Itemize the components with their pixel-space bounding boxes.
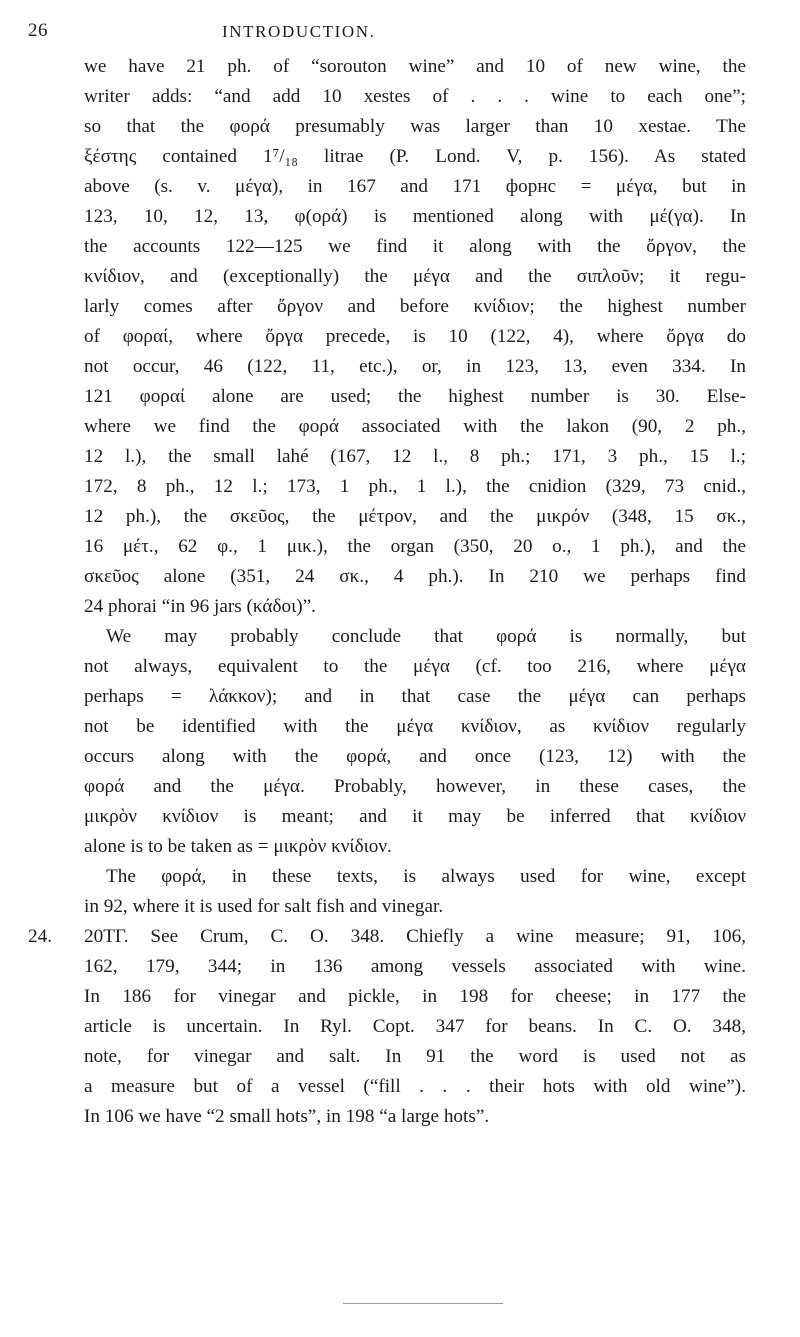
- text-line: σκεῦος alone (351, 24 σκ., 4 ph.). In 210 we perhaps find: [84, 566, 746, 587]
- text-line: 24. 20ΤΓ. See Crum, C. O. 348. Chiefly a wine measure; 91, 106,: [84, 922, 746, 952]
- body-text: [28, 52, 746, 1132]
- text-line: not occur, 46 (122, 11, etc.), or, in 123, 13, even 334. In: [84, 356, 746, 377]
- text-line: μικρὸν κνίδιον is meant; and it may be inferred that κνίδιον: [84, 806, 746, 827]
- text-line: larly comes after ὄργον and before κνίδιον; the highest number: [84, 296, 746, 317]
- text-line: above (s. v. μέγα), in 167 and 171 форнс = μέγα, but in: [84, 176, 746, 197]
- text-line: 12 ph.), the σκεῦος, the μέτρον, and the μικρόν (348, 15 σκ.,: [84, 506, 746, 527]
- text-line: φορά and the μέγα. Probably, however, in these cases, the: [84, 776, 746, 797]
- text-line: article is uncertain. In Ryl. Copt. 347 for beans. In C. O. 348,: [84, 1016, 746, 1037]
- text-line: a measure but of a vessel (“fill . . . their hots with old wine”).: [84, 1076, 746, 1097]
- text-line: The φορά, in these texts, is always used for wine, except: [106, 866, 746, 887]
- text-line: occurs along with the φορά, and once (123, 12) with the: [84, 746, 746, 767]
- running-head: INTRODUCTION.: [222, 22, 376, 41]
- text-line: the accounts 122—125 we find it along with the ὄργον, the: [84, 236, 746, 257]
- text-line: We may probably conclude that φορά is normally, but: [106, 626, 746, 647]
- text-line: we have 21 ph. of “sorouton wine” and 10 of new wine, the: [84, 56, 746, 77]
- text-line: perhaps = λάκκον); and in that case the μέγα can perhaps: [84, 686, 746, 707]
- text-line: 12 l.), the small lahé (167, 12 l., 8 ph.; 171, 3 ph., 15 l.;: [84, 446, 746, 467]
- text-line: ξέστης contained 1⁷/₁₈ litrae (P. Lond. V, p. 156). As stated: [84, 146, 746, 167]
- page-number: 26: [28, 20, 48, 41]
- text-line: In 186 for vinegar and pickle, in 198 for cheese; in 177 the: [84, 986, 746, 1007]
- section-number: 24.: [28, 926, 52, 947]
- text-line: 16 μέτ., 62 φ., 1 μικ.), the organ (350, 20 o., 1 ph.), and the: [84, 536, 746, 557]
- text-line: in 92, where it is used for salt fish and vinegar.: [84, 896, 444, 917]
- text-line: In 106 we have “2 small hots”, in 198 “a large hots”.: [84, 1106, 490, 1127]
- text-line: 121 φοραί alone are used; the highest number is 30. Else-: [84, 386, 746, 407]
- text-line: 24 phorai “in 96 jars (κάδοι)”.: [84, 596, 316, 617]
- text-line: where we find the φορά associated with the lakon (90, 2 ph.,: [84, 416, 746, 437]
- text-line: note, for vinegar and salt. In 91 the word is used not as: [84, 1046, 746, 1067]
- text-line: 162, 179, 344; in 136 among vessels associated with wine.: [84, 956, 746, 977]
- text-line: writer adds: “and add 10 xestes of . . . wine to each one”;: [84, 86, 746, 107]
- text-line: alone is to be taken as = μικρὸν κνίδιον.: [84, 836, 392, 857]
- text-line: 123, 10, 12, 13, φ(ορά) is mentioned along with μέ(γα). In: [84, 206, 746, 227]
- text-line: so that the φορά presumably was larger than 10 xestae. The: [84, 116, 746, 137]
- text-line: of φοραί, where ὄργα precede, is 10 (122, 4), where ὄργα do: [84, 326, 746, 347]
- end-rule: [343, 1303, 503, 1304]
- text-line: not be identified with the μέγα κνίδιον, as κνίδιον regularly: [84, 716, 746, 737]
- text-line: κνίδιον, and (exceptionally) the μέγα and the σιπλοῦν; it regu-: [84, 266, 746, 287]
- text-line: not always, equivalent to the μέγα (cf. too 216, where μέγα: [84, 656, 746, 677]
- text-line: 172, 8 ph., 12 l.; 173, 1 ph., 1 l.), the cnidion (329, 73 cnid.,: [84, 476, 746, 497]
